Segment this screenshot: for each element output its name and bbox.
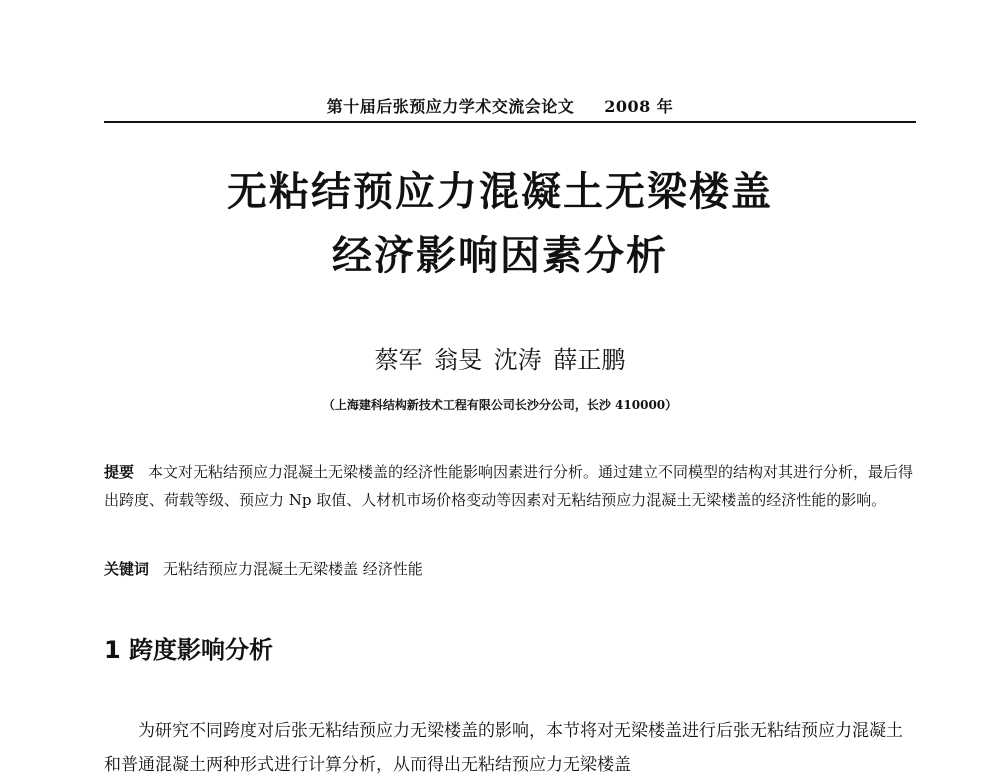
section-heading: 1 跨度影响分析: [104, 636, 274, 664]
affiliation: （上海建科结构新技术工程有限公司长沙分公司，长沙 410000）: [322, 398, 678, 412]
header-year: 2008 年: [604, 97, 674, 116]
keywords-text: 无粘结预应力混凝土无梁楼盖 经济性能: [163, 560, 423, 578]
abstract-label: 提要: [104, 463, 135, 481]
authors: 蔡军 翁旻 沈涛 薛正鹏: [374, 346, 626, 374]
title-line-1: 无粘结预应力混凝土无梁楼盖: [227, 169, 773, 215]
title-line-2: 经济影响因素分析: [332, 233, 668, 279]
abstract: [104, 458, 916, 514]
running-header: [0, 94, 1000, 117]
header-rule: [104, 121, 916, 123]
keywords-label: 关键词: [104, 560, 150, 578]
header-conference: 第十届后张预应力学术交流会论文: [326, 97, 575, 116]
body-paragraph: 为研究不同跨度对后张无粘结预应力无梁楼盖的影响，本节将对无梁楼盖进行后张无粘结预应力混凝土和普通混凝土两种形式进行计算分析，从而得出无粘结预应力无梁楼盖: [104, 721, 903, 775]
keywords: [104, 556, 916, 582]
abstract-text: 本文对无粘结预应力混凝土无梁楼盖的经济性能影响因素进行分析。通过建立不同模型的结构对其进行分析，最后得出跨度、荷载等级、预应力 Np 取值、人材机市场价格变动等因素对无粘结预应力混凝土无梁楼盖的经济性能的影响。: [104, 463, 914, 509]
